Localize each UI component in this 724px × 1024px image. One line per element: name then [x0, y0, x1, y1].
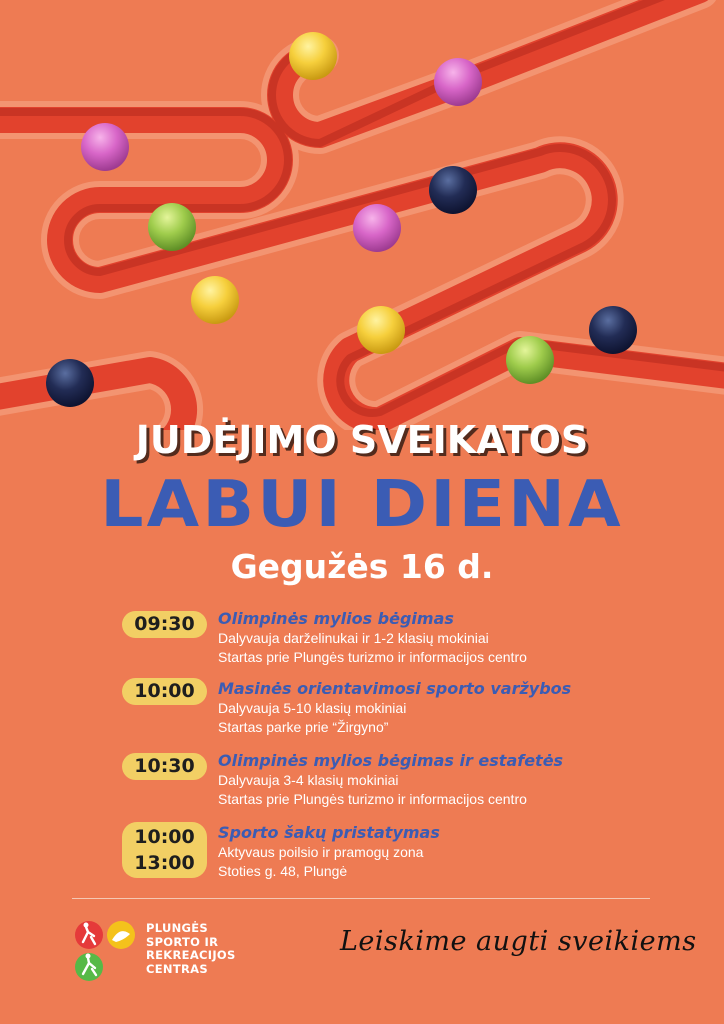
- time-label-start: 10:00: [134, 826, 195, 848]
- event-location: Startas prie Plungės turizmo ir informacijos centro: [218, 649, 527, 665]
- event-detail: Dalyvauja darželinukai ir 1-2 klasių mokiniai: [218, 630, 489, 646]
- time-badge: [122, 753, 207, 780]
- org-line: CENTRAS: [146, 961, 208, 976]
- time-label-end: 13:00: [134, 852, 195, 874]
- time-label: 09:30: [134, 613, 195, 635]
- slogan: Leiskime augti sveikiems: [340, 926, 697, 957]
- event-detail: Dalyvauja 5-10 klasių mokiniai: [218, 700, 407, 716]
- event-title: Masinės orientavimosi sporto varžybos: [218, 679, 572, 698]
- marble-track-illustration: [0, 0, 724, 430]
- event-location: Stoties g. 48, Plungė: [218, 863, 348, 879]
- event-title: Olimpinės mylios bėgimas: [218, 609, 454, 628]
- time-label: 10:00: [134, 680, 195, 702]
- event-date: Gegužės 16 d.: [230, 547, 494, 586]
- time-label: 10:30: [134, 755, 195, 777]
- event-location: Startas prie Plungės turizmo ir informacijos centro: [218, 791, 527, 807]
- event-title: Sporto šakų pristatymas: [218, 823, 440, 842]
- footer-divider: [72, 898, 650, 899]
- org-line: SPORTO IR: [146, 934, 219, 949]
- org-line: REKREACIJOS: [146, 948, 236, 962]
- org-line: PLUNGĖS: [146, 921, 208, 935]
- event-location: Startas parke prie “Žirgyno”: [218, 719, 389, 735]
- organization-name: [146, 922, 236, 976]
- event-detail: Dalyvauja 3-4 klasių mokiniai: [218, 772, 399, 788]
- time-badge: [122, 611, 207, 638]
- event-detail: Aktyvaus poilsio ir pramogų zona: [218, 844, 424, 860]
- sprint-runner-logo-icon: [74, 918, 140, 984]
- title-line-1: JUDĖJIMO SVEIKATOS: [135, 418, 589, 462]
- time-badge: [122, 678, 207, 705]
- time-badge: [122, 822, 207, 878]
- event-title: Olimpinės mylios bėgimas ir estafetės: [218, 751, 564, 770]
- title-line-2: LABUI DIENA: [100, 468, 624, 542]
